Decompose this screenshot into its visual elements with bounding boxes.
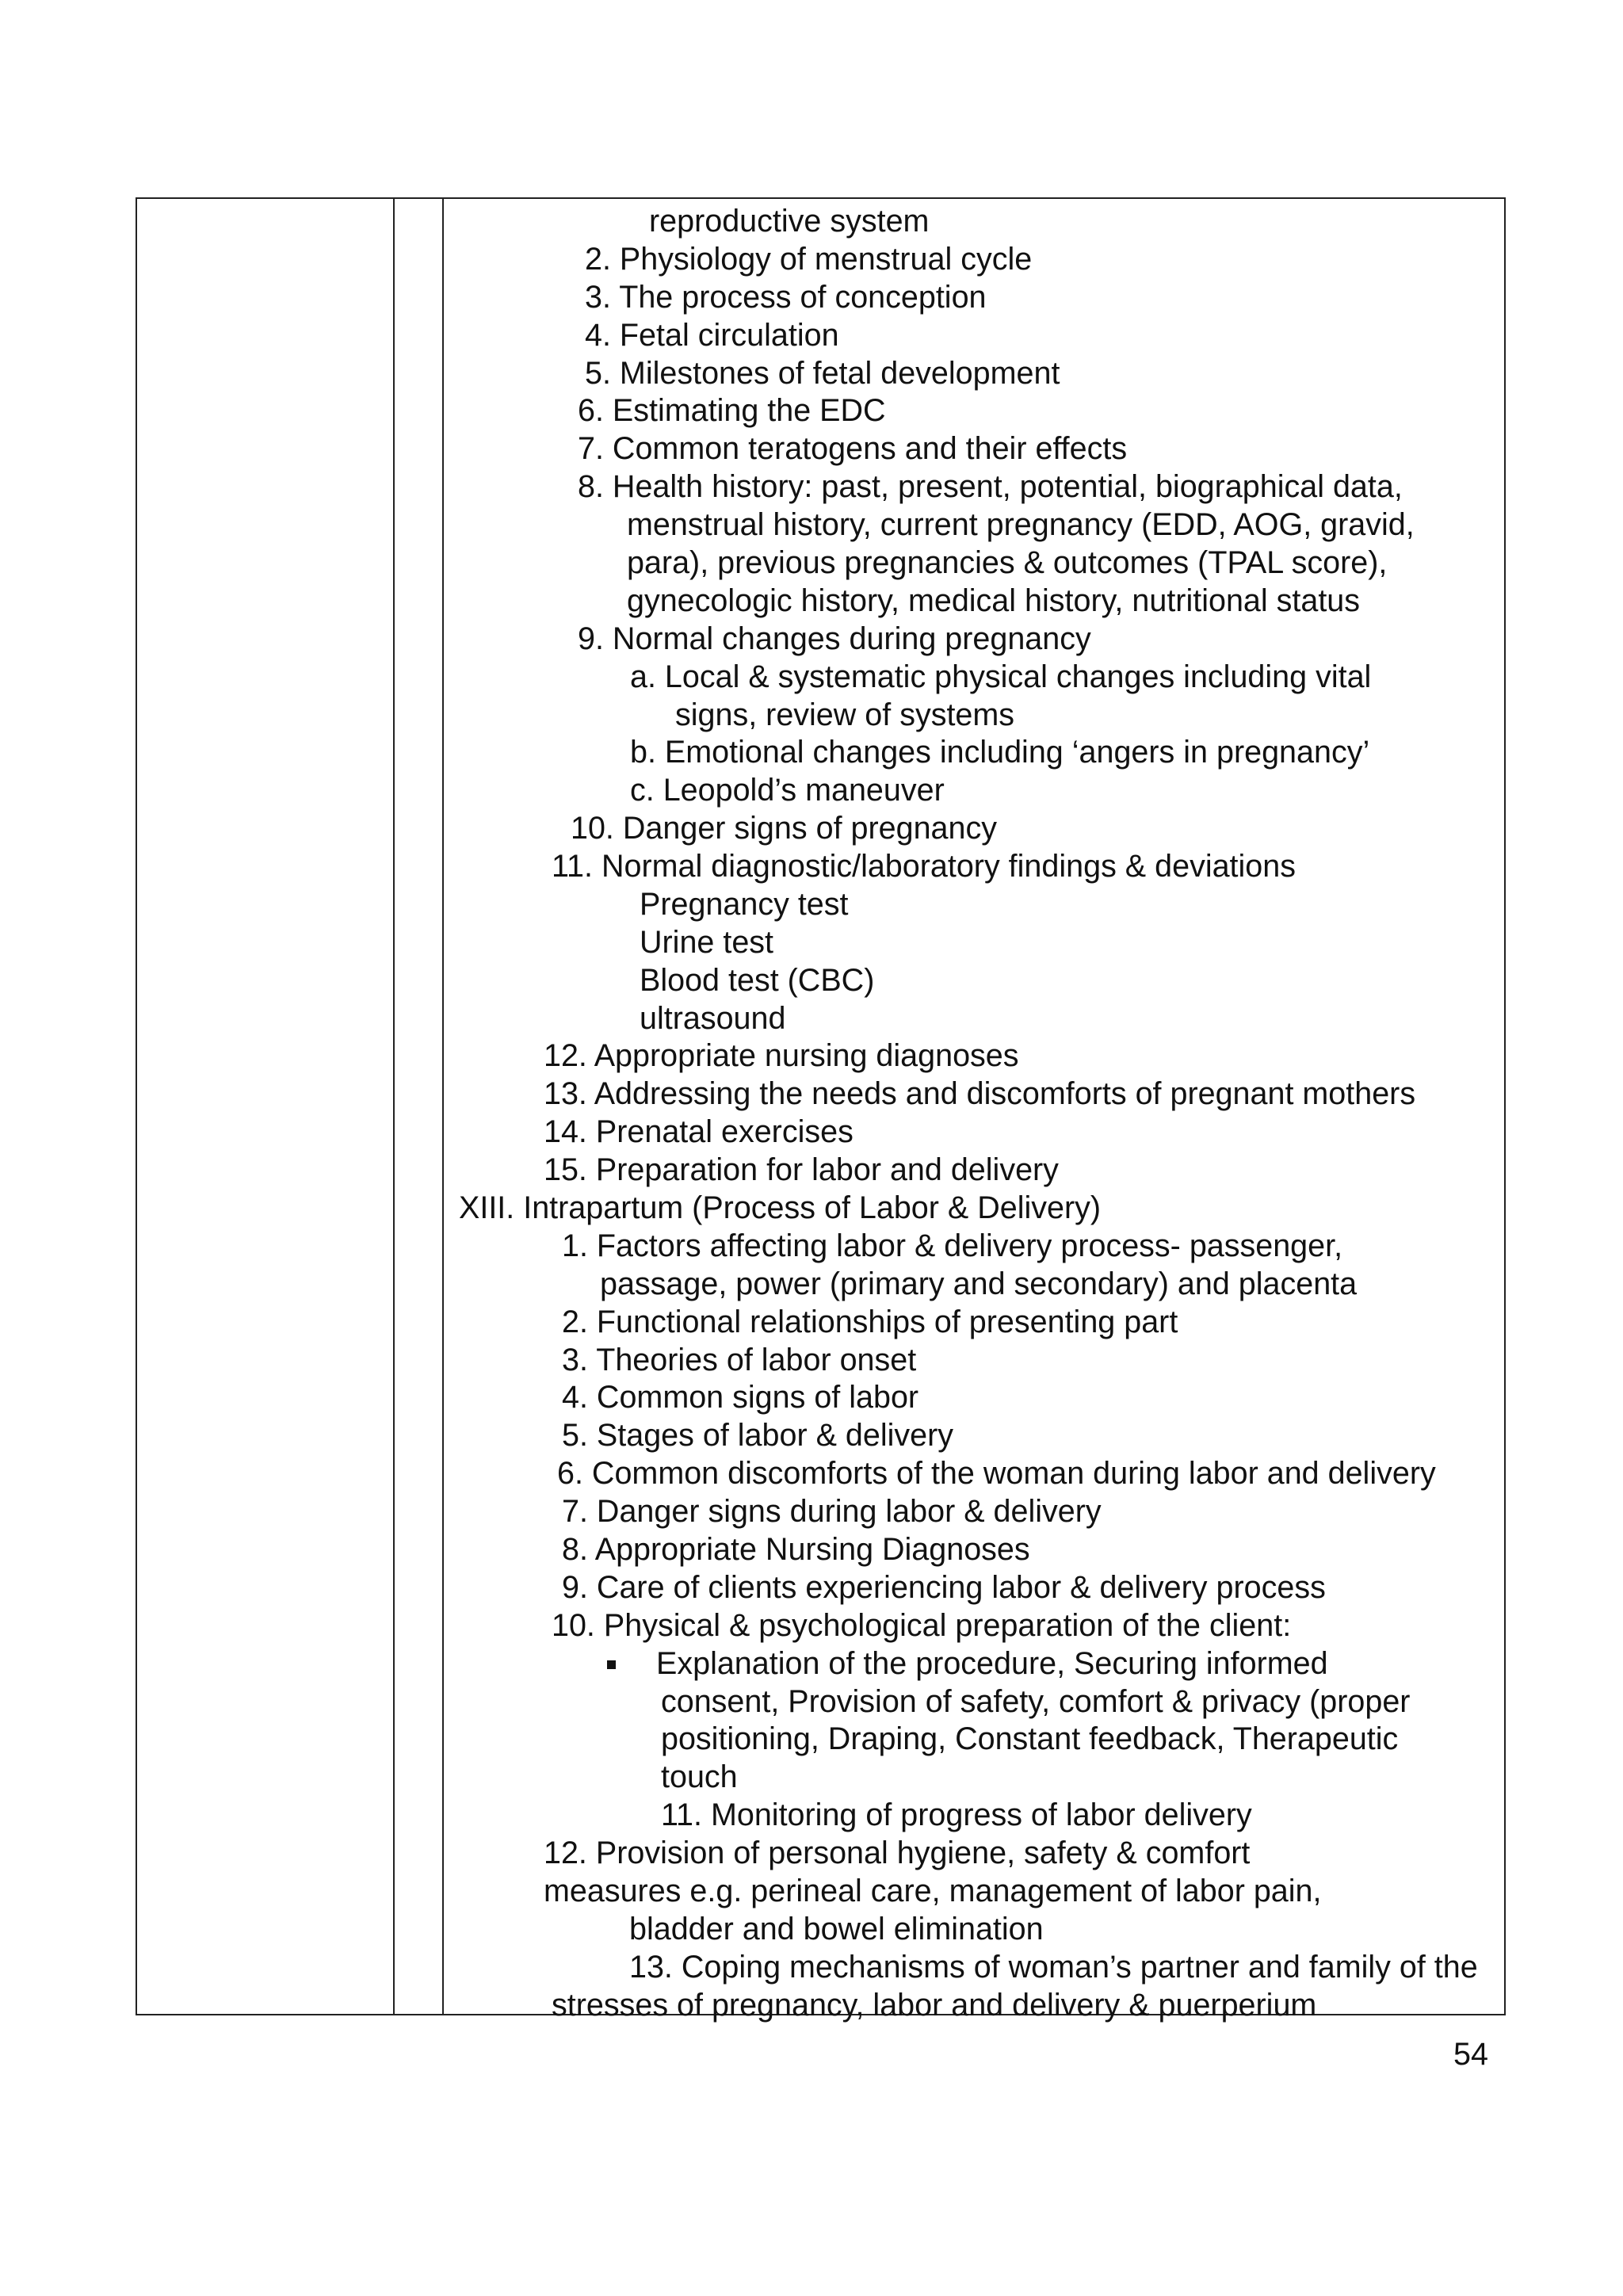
content-line: 8. Health history: past, present, potential, biographical data, <box>578 469 1403 504</box>
content-line: 12. Provision of personal hygiene, safety & comfort <box>544 1836 1251 1870</box>
content-line: gynecologic history, medical history, nutritional status <box>627 583 1361 618</box>
content-line: 13. Coping mechanisms of woman’s partner and family of the <box>629 1950 1478 1985</box>
content-line: consent, Provision of safety, comfort & privacy (proper <box>661 1684 1411 1719</box>
content-line: bladder and bowel elimination <box>629 1912 1044 1946</box>
content-line: 5. Stages of labor & delivery <box>562 1418 954 1453</box>
content-line: XIII. Intrapartum (Process of Labor & Delivery) <box>459 1190 1102 1225</box>
content-line: 2. Physiology of menstrual cycle <box>585 242 1033 277</box>
content-line: Explanation of the procedure, Securing informed <box>656 1646 1328 1681</box>
content-line: 14. Prenatal exercises <box>544 1114 854 1149</box>
content-line: 5. Milestones of fetal development <box>585 356 1060 391</box>
content-line: 2. Functional relationships of presenting part <box>562 1305 1178 1339</box>
content-line: b. Emotional changes including ‘angers in pregnancy’ <box>630 735 1370 770</box>
content-line: para), previous pregnancies & outcomes (TPAL score), <box>627 545 1388 580</box>
content-line: 10. Danger signs of pregnancy <box>571 811 997 846</box>
content-line: 9. Normal changes during pregnancy <box>578 621 1091 656</box>
content-line: 8. Appropriate Nursing Diagnoses <box>562 1532 1030 1567</box>
content-line: 12. Appropriate nursing diagnoses <box>544 1038 1019 1073</box>
content-line: Urine test <box>640 925 774 960</box>
content-line: c. Leopold’s maneuver <box>630 773 945 808</box>
content-line: 3. The process of conception <box>585 280 987 315</box>
content-line: 7. Common teratogens and their effects <box>578 431 1128 466</box>
content-line: reproductive system <box>649 204 930 239</box>
content-line: measures e.g. perineal care, management of labor pain, <box>544 1874 1322 1908</box>
content-line: 6. Common discomforts of the woman during labor and delivery <box>557 1456 1436 1491</box>
content-line: Pregnancy test <box>640 887 849 922</box>
content-line: 6. Estimating the EDC <box>578 393 886 428</box>
content-line: 1. Factors affecting labor & delivery process- passenger, <box>562 1228 1343 1263</box>
content-line: positioning, Draping, Constant feedback, Therapeutic <box>661 1721 1399 1756</box>
square-bullet-icon <box>607 1660 616 1669</box>
content-line: passage, power (primary and secondary) and placenta <box>600 1266 1358 1301</box>
content-line: a. Local & systematic physical changes including vital <box>630 659 1372 694</box>
content-line: 4. Fetal circulation <box>585 318 839 353</box>
content-line: Blood test (CBC) <box>640 963 875 998</box>
content-line: stresses of pregnancy, labor and delivery & puerperium <box>552 1988 1317 2023</box>
content-line: 9. Care of clients experiencing labor & delivery process <box>562 1570 1326 1605</box>
content-line: 4. Common signs of labor <box>562 1380 919 1415</box>
content-line: menstrual history, current pregnancy (EDD, AOG, gravid, <box>627 507 1415 542</box>
content-column <box>137 199 1504 2023</box>
page-number: 54 <box>1453 2037 1488 2072</box>
content-line: 13. Addressing the needs and discomforts of pregnant mothers <box>544 1076 1416 1111</box>
content-line: 11. Normal diagnostic/laboratory findings & deviations <box>552 849 1296 884</box>
document-table <box>136 197 1506 2023</box>
content-line: 7. Danger signs during labor & delivery <box>562 1494 1102 1529</box>
content-line: 10. Physical & psychological preparation of the client: <box>552 1608 1292 1643</box>
content-line: touch <box>661 1759 738 1794</box>
content-line: 11. Monitoring of progress of labor delivery <box>661 1797 1252 1832</box>
content-line: 15. Preparation for labor and delivery <box>544 1152 1059 1187</box>
content-line: ultrasound <box>640 1001 786 1036</box>
content-line: signs, review of systems <box>675 697 1015 732</box>
content-line: 3. Theories of labor onset <box>562 1343 917 1377</box>
